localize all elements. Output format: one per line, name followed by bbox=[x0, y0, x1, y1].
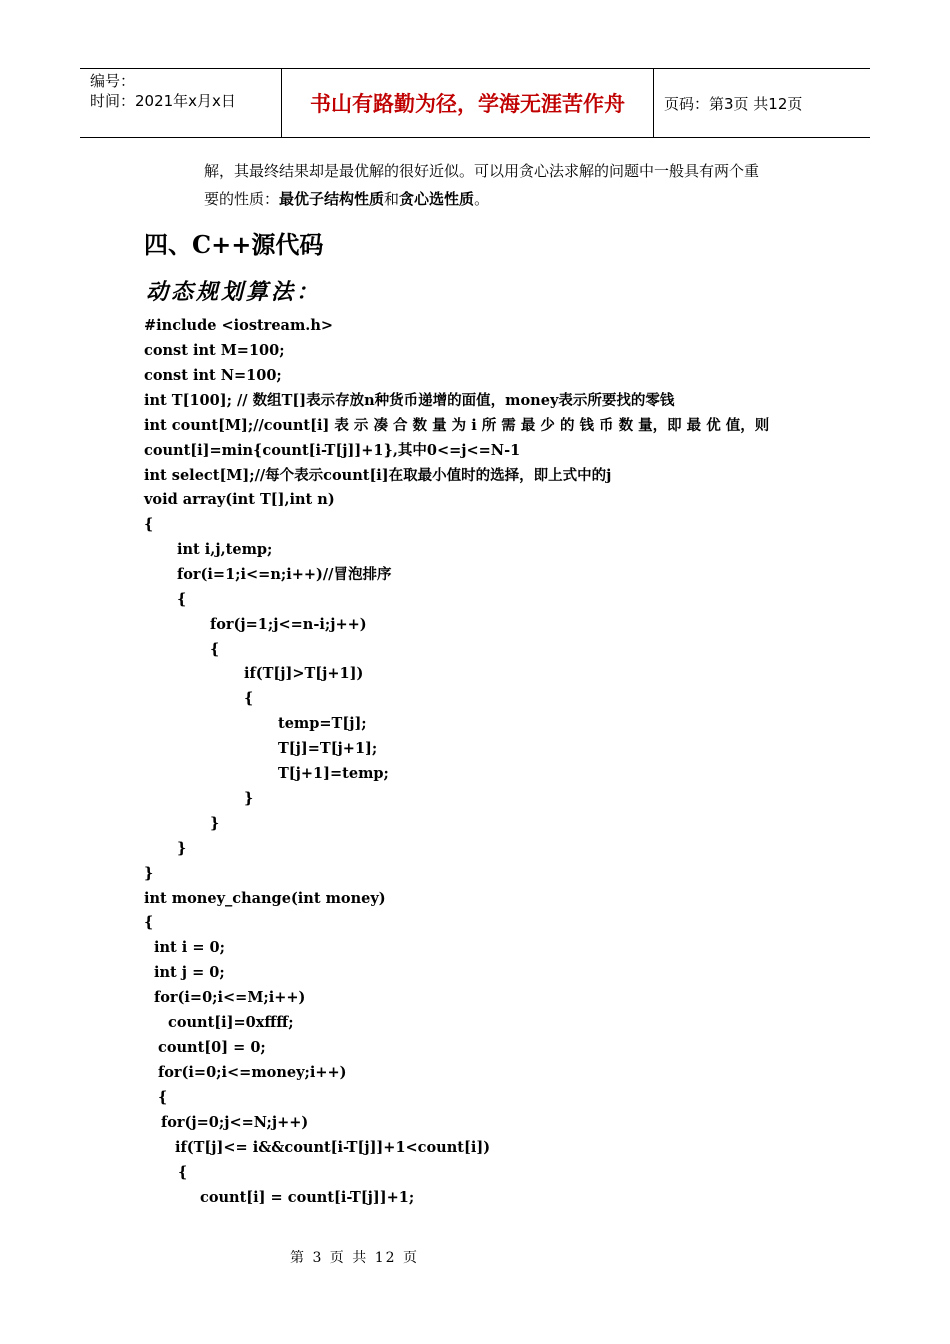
code-line: T[j]=T[j+1]; bbox=[278, 740, 378, 757]
code-line: { bbox=[144, 914, 154, 931]
page-header bbox=[80, 68, 870, 138]
code-line: T[j+1]=temp; bbox=[278, 765, 389, 782]
intro-text: 要的性质： bbox=[204, 190, 280, 208]
code-line: { bbox=[210, 641, 220, 658]
code-line: temp=T[j]; bbox=[278, 715, 367, 732]
code-line: int select[M];//每个表示count[i]在取最小值时的选择，即上式中的j bbox=[144, 467, 612, 484]
code-line: if(T[j]<= i&&count[i-T[j]]+1<count[i]) bbox=[175, 1139, 491, 1156]
code-line: void array(int T[],int n) bbox=[144, 491, 335, 508]
code-line: { bbox=[244, 690, 254, 707]
code-line: for(i=0;i<=M;i++) bbox=[154, 989, 306, 1006]
code-line: count[0] = 0; bbox=[158, 1039, 266, 1056]
code-line: count[i] = count[i-T[j]]+1; bbox=[200, 1189, 415, 1206]
code-line: int T[100]; // 数组T[]表示存放n种货币递增的面值，money表示所要找的零钱 bbox=[144, 392, 675, 409]
subsection-heading: 动态规划算法： bbox=[146, 279, 322, 305]
code-line: { bbox=[144, 516, 154, 533]
code-line bbox=[144, 416, 806, 436]
code-line: count[i]=min{count[i-T[j]]+1},其中0<=j<=N-1 bbox=[144, 442, 521, 459]
code-line: } bbox=[210, 815, 220, 832]
intro-text: 。 bbox=[474, 190, 490, 208]
intro-bold-term: 最优子结构性质 bbox=[279, 190, 385, 208]
intro-line-2 bbox=[204, 189, 489, 209]
code-line: if(T[j]>T[j+1]) bbox=[244, 665, 364, 682]
code-line: count[i]=0xffff; bbox=[168, 1014, 294, 1031]
code-line: { bbox=[158, 1089, 168, 1106]
code-line: } bbox=[177, 840, 187, 857]
page-footer: 第 3 页 共 12 页 bbox=[290, 1250, 419, 1266]
header-motto: 书山有路勤为径，学海无涯苦作舟 bbox=[282, 69, 654, 137]
code-line: } bbox=[144, 865, 154, 882]
intro-line-1: 解，其最终结果却是最优解的很好近似。可以用贪心法求解的问题中一般具有两个重 bbox=[204, 162, 760, 180]
code-line: int i,j,temp; bbox=[177, 541, 273, 558]
document-time-label: 时间：2021年x月x日 bbox=[90, 92, 236, 110]
code-line: const int N=100; bbox=[144, 367, 282, 384]
code-line: for(j=1;j<=n-i;j++) bbox=[210, 616, 367, 633]
section-heading: 四、C++源代码 bbox=[144, 230, 324, 259]
code-line-text: int count[M];//count[i] 表 示 凑 合 数 量 为 i 所 需 最 少 的 钱 币 数 量，即 最 优 值，则 bbox=[144, 417, 770, 434]
code-line: for(j=0;j<=N;j++) bbox=[161, 1114, 309, 1131]
header-page-info: 页码：第3页 共12页 bbox=[664, 94, 803, 113]
code-line: } bbox=[244, 790, 254, 807]
code-line: { bbox=[177, 591, 187, 608]
code-line: #include <iostream.h> bbox=[144, 317, 334, 334]
intro-text: 和 bbox=[384, 190, 400, 208]
document-number-label: 编号： bbox=[90, 72, 136, 90]
code-line: for(i=1;i<=n;i++)//冒泡排序 bbox=[177, 566, 392, 583]
code-line: int j = 0; bbox=[154, 964, 225, 981]
code-line: for(i=0;i<=money;i++) bbox=[158, 1064, 347, 1081]
header-left-cell bbox=[80, 69, 282, 137]
intro-bold-term: 贪心选性质 bbox=[399, 190, 475, 208]
code-line: int money_change(int money) bbox=[144, 890, 386, 907]
code-line: { bbox=[178, 1164, 188, 1181]
code-line: int i = 0; bbox=[154, 939, 225, 956]
code-line: const int M=100; bbox=[144, 342, 285, 359]
